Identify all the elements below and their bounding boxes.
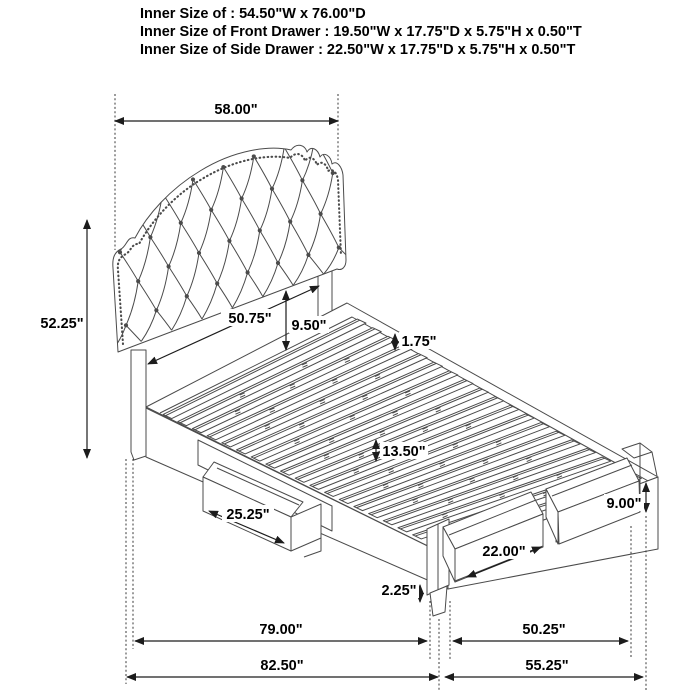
dim-side-drawer-width-label: 25.25" xyxy=(226,507,270,523)
tuft-button xyxy=(258,228,262,232)
dim-deck-height-label: 13.50" xyxy=(382,444,426,460)
dim-slat-thickness-label: 1.75" xyxy=(401,334,437,350)
tuft-button xyxy=(276,261,280,265)
tuft-button xyxy=(319,212,323,216)
dim-overall-length xyxy=(127,658,438,677)
dim-front-drawer-span xyxy=(453,622,628,641)
tuft-button xyxy=(337,245,341,249)
spec-line-front-drawer: Inner Size of Front Drawer : 19.50"W x 17.75"D x 5.75"H x 0.50"T xyxy=(140,24,582,40)
tuft-button xyxy=(148,235,152,239)
tuft-button xyxy=(136,279,140,283)
dim-front-drawer-span-label: 50.25" xyxy=(522,622,566,638)
headboard-left-leg xyxy=(131,350,146,460)
dim-side-rail-length-label: 79.00" xyxy=(259,622,303,638)
tuft-button xyxy=(313,137,317,141)
tuft-button xyxy=(167,264,171,268)
dim-front-drawer-width-label: 22.00" xyxy=(482,544,526,560)
tuft-button xyxy=(185,294,189,298)
dim-overall-height-label: 52.25" xyxy=(40,316,84,332)
dim-side-rail-length xyxy=(135,622,427,641)
tuft-button xyxy=(215,281,219,285)
dim-overall-width-label: 55.25" xyxy=(525,658,569,674)
tuft-button xyxy=(252,154,256,158)
dim-headboard-width xyxy=(115,102,338,121)
tuft-button xyxy=(197,251,201,255)
dim-drawer-front-height-label: 9.00" xyxy=(606,496,642,512)
dim-foot-height xyxy=(379,581,420,602)
spec-line-side-drawer: Inner Size of Side Drawer : 22.50"W x 17.75"D x 5.75"H x 0.50"T xyxy=(140,42,576,58)
dim-headboard-width-label: 58.00" xyxy=(214,102,258,118)
dim-overall-length-label: 82.50" xyxy=(260,658,304,674)
tuft-button xyxy=(118,250,122,254)
tuft-button xyxy=(124,323,128,327)
tuft-button xyxy=(246,270,250,274)
tuft-button xyxy=(191,177,195,181)
tuft-button xyxy=(209,208,213,212)
spec-line-inner-size: Inner Size of : 54.50"W x 76.00"D xyxy=(140,6,366,22)
bed-drawing xyxy=(111,137,658,616)
tuft-button xyxy=(161,191,165,195)
dim-foot-height-label: 2.25" xyxy=(381,583,417,599)
tuft-button xyxy=(288,220,292,224)
dim-overall-width xyxy=(445,658,643,677)
tuft-button xyxy=(306,253,310,257)
dim-deck-height xyxy=(376,440,428,461)
tuft-button xyxy=(179,221,183,225)
right-corner-post xyxy=(622,443,652,458)
tuft-button xyxy=(221,165,225,169)
tuft-button xyxy=(154,308,158,312)
dim-slat-thickness xyxy=(395,332,439,350)
tuft-button xyxy=(240,196,244,200)
tuft-button xyxy=(130,206,134,210)
tuft-button xyxy=(300,178,304,182)
dim-overall-height xyxy=(40,220,87,458)
dim-headboard-inner-width-label: 50.75" xyxy=(228,311,272,327)
tuft-button xyxy=(227,239,231,243)
tuft-button xyxy=(331,171,335,175)
tuft-button xyxy=(270,187,274,191)
dim-headboard-to-deck-label: 9.50" xyxy=(291,318,327,334)
